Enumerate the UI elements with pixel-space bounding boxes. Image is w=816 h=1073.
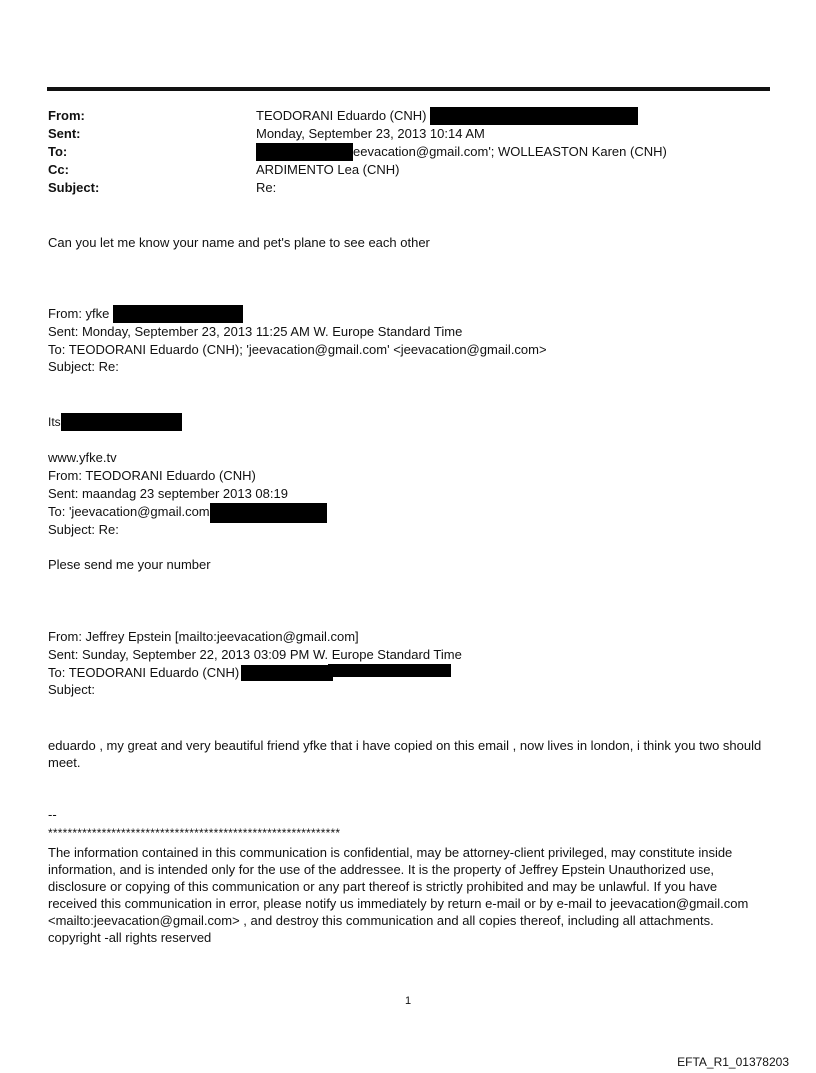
its-text: Its <box>48 415 61 429</box>
subject-value: Re: <box>256 180 277 195</box>
sent-label: Sent: <box>48 126 81 141</box>
from-value <box>256 107 638 125</box>
to-label: To: <box>48 144 68 159</box>
message-text: Can you let me know your name and pet's plane to see each other <box>48 235 430 250</box>
quoted-to: To: TEODORANI Eduardo (CNH); 'jeevacation@gmail.com' <jeevacation@gmail.com> <box>48 342 547 357</box>
its-line <box>48 413 182 431</box>
quoted-subject: Subject: <box>48 682 95 697</box>
website-link[interactable]: www.yfke.tv <box>48 450 117 465</box>
cc-value: ARDIMENTO Lea (CNH) <box>256 162 400 177</box>
redaction-box <box>328 664 451 677</box>
message-text: eduardo , my great and very beautiful friend yfke that i have copied on this email , now lives in london, i think you two should meet. <box>48 738 762 770</box>
redaction-box <box>113 305 243 323</box>
cc-label: Cc: <box>48 162 69 177</box>
from-label: From: <box>48 108 85 123</box>
quoted-from-text: From: yfke <box>48 306 110 321</box>
quoted-from <box>48 305 243 323</box>
quoted-to-text: To: TEODORANI Eduardo (CNH) <box>48 665 240 680</box>
from-name: TEODORANI Eduardo (CNH) <box>256 108 427 123</box>
quoted-to <box>48 503 327 523</box>
quoted-sent: Sent: Sunday, September 22, 2013 03:09 PM W. Europe Standard Time <box>48 647 462 662</box>
subject-label: Subject: <box>48 180 100 195</box>
quoted-sent: Sent: Monday, September 23, 2013 11:25 AM W. Europe Standard Time <box>48 324 463 339</box>
to-recipients: eevacation@gmail.com'; WOLLEASTON Karen (CNH) <box>353 144 667 159</box>
redaction-box <box>61 413 182 431</box>
sent-value: Monday, September 23, 2013 10:14 AM <box>256 126 485 141</box>
header-rule <box>47 87 770 91</box>
confidentiality-disclaimer: The information contained in this communication is confidential, may be attorney-client privileged, may constitute inside information, and is intended only for the use of the addressee. It is the property of Jeffrey Epstein Unauthorized use, disclosure or copying of this communication or any part thereof is strictly prohibited and may be unlawful. If you have received this communication in error, please notify us immediately by return e-mail or by e-mail to jeevacation@gmail.com <mailto:jeevacation@gmail.com> , and destroy this communication and all copies thereof, including all attachments. copyright -all rights reserved <box>48 845 749 945</box>
star-divider: ************************************************************ <box>48 826 341 840</box>
quoted-to <box>48 664 333 682</box>
to-value <box>256 143 667 161</box>
quoted-sent: Sent: maandag 23 september 2013 08:19 <box>48 486 288 501</box>
redaction-box <box>241 665 333 681</box>
quoted-to-text: To: 'jeevacation@gmail.com <box>48 504 210 519</box>
quoted-from: From: TEODORANI Eduardo (CNH) <box>48 468 256 483</box>
page-number: 1 <box>404 995 412 1007</box>
quoted-from: From: Jeffrey Epstein [mailto:jeevacation@gmail.com] <box>48 629 359 644</box>
redaction-box <box>256 143 353 161</box>
redaction-box <box>430 107 638 125</box>
redaction-box <box>210 503 327 523</box>
quoted-subject: Subject: Re: <box>48 522 119 537</box>
quoted-subject: Subject: Re: <box>48 359 119 374</box>
message-text: Plese send me your number <box>48 557 211 572</box>
bates-number: EFTA_R1_01378203 <box>677 1055 789 1069</box>
signature-separator: -- <box>48 807 57 822</box>
